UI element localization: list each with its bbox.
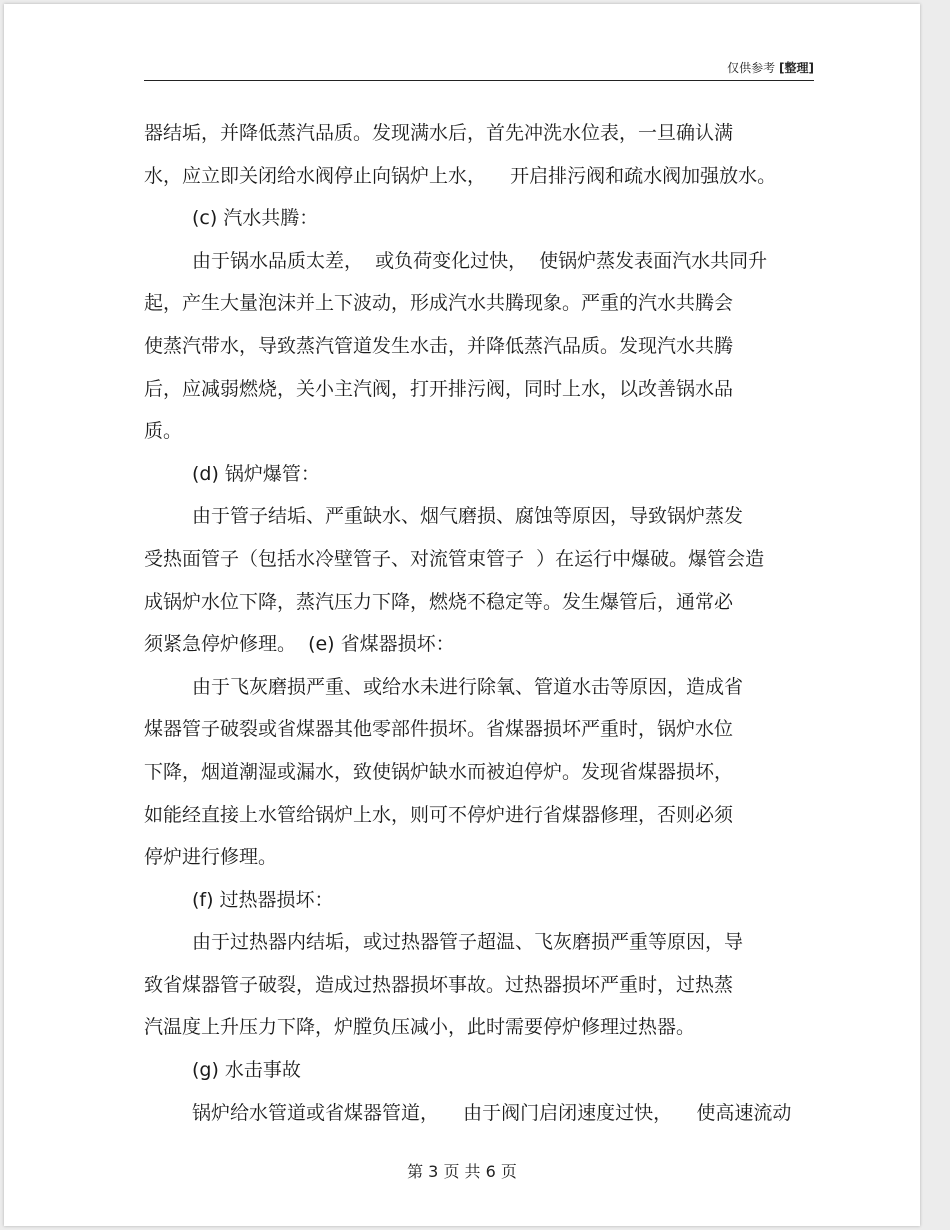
header-note: 仅供参考 bbox=[727, 61, 776, 75]
page-header bbox=[144, 60, 814, 81]
text-line: 由于过热器内结垢，或过热器管子超温、飞灰磨损严重等原因，导 bbox=[192, 931, 744, 954]
text-line: (g) 水击事故 bbox=[192, 1059, 301, 1082]
text-line: 后，应减弱燃烧，关小主汽阀，打开排污阀，同时上水，以改善锅水品 bbox=[144, 377, 734, 400]
text-line: 受热面管子（包括水冷壁管子、对流管束管子 ）在运行中爆破。爆管会造 bbox=[144, 547, 765, 570]
text-line: 煤器管子破裂或省煤器其他零部件损坏。省煤器损坏严重时，锅炉水位 bbox=[144, 718, 734, 741]
text-line: 锅炉给水管道或省煤器管道， 由于阀门启闭速度过快， 使高速流动 bbox=[192, 1101, 792, 1124]
text-line: 须紧急停炉修理。 (e) 省煤器损坏： bbox=[144, 633, 455, 656]
text-line: 由于管子结垢、严重缺水、烟气磨损、腐蚀等原因，导致锅炉蒸发 bbox=[192, 505, 744, 528]
text-line: 致省煤器管子破裂，造成过热器损坏事故。过热器损坏严重时，过热蒸 bbox=[144, 973, 734, 996]
text-line: 质。 bbox=[144, 420, 183, 443]
text-line: 由于锅水品质太差， 或负荷变化过快， 使锅炉蒸发表面汽水共同升 bbox=[192, 249, 768, 272]
text-line: (f) 过热器损坏： bbox=[192, 888, 334, 911]
text-line: 器结垢，并降低蒸汽品质。发现满水后，首先冲洗水位表，一旦确认满 bbox=[144, 122, 734, 144]
text-line: (c) 汽水共腾： bbox=[192, 207, 319, 230]
header-bracket: [整理] bbox=[779, 61, 814, 75]
text-line: 下降，烟道潮湿或漏水，致使锅炉缺水而被迫停炉。发现省煤器损坏， bbox=[144, 760, 734, 783]
text-line: 如能经直接上水管给锅炉上水，则可不停炉进行省煤器修理，否则必须 bbox=[144, 803, 734, 826]
page-footer: 第 3 页 共 6 页 bbox=[407, 1162, 517, 1181]
text-line: 停炉进行修理。 bbox=[144, 846, 278, 869]
document-page bbox=[4, 4, 920, 1226]
text-line: (d) 锅炉爆管： bbox=[192, 462, 320, 485]
text-line: 汽温度上升压力下降，炉膛负压减小，此时需要停炉修理过热器。 bbox=[144, 1016, 696, 1039]
text-line: 由于飞灰磨损严重、或给水未进行除氧、管道水击等原因，造成省 bbox=[192, 675, 744, 698]
text-line: 水，应立即关闭给水阀停止向锅炉上水， 开启排污阀和疏水阀加强放水。 bbox=[144, 164, 777, 187]
text-line: 成锅炉水位下降，蒸汽压力下降，燃烧不稳定等。发生爆管后，通常必 bbox=[144, 590, 734, 613]
text-line: 使蒸汽带水，导致蒸汽管道发生水击，并降低蒸汽品质。发现汽水共腾 bbox=[144, 334, 734, 357]
text-line: 起，产生大量泡沫并上下波动，形成汽水共腾现象。严重的汽水共腾会 bbox=[144, 292, 734, 315]
body-text bbox=[144, 112, 824, 1134]
